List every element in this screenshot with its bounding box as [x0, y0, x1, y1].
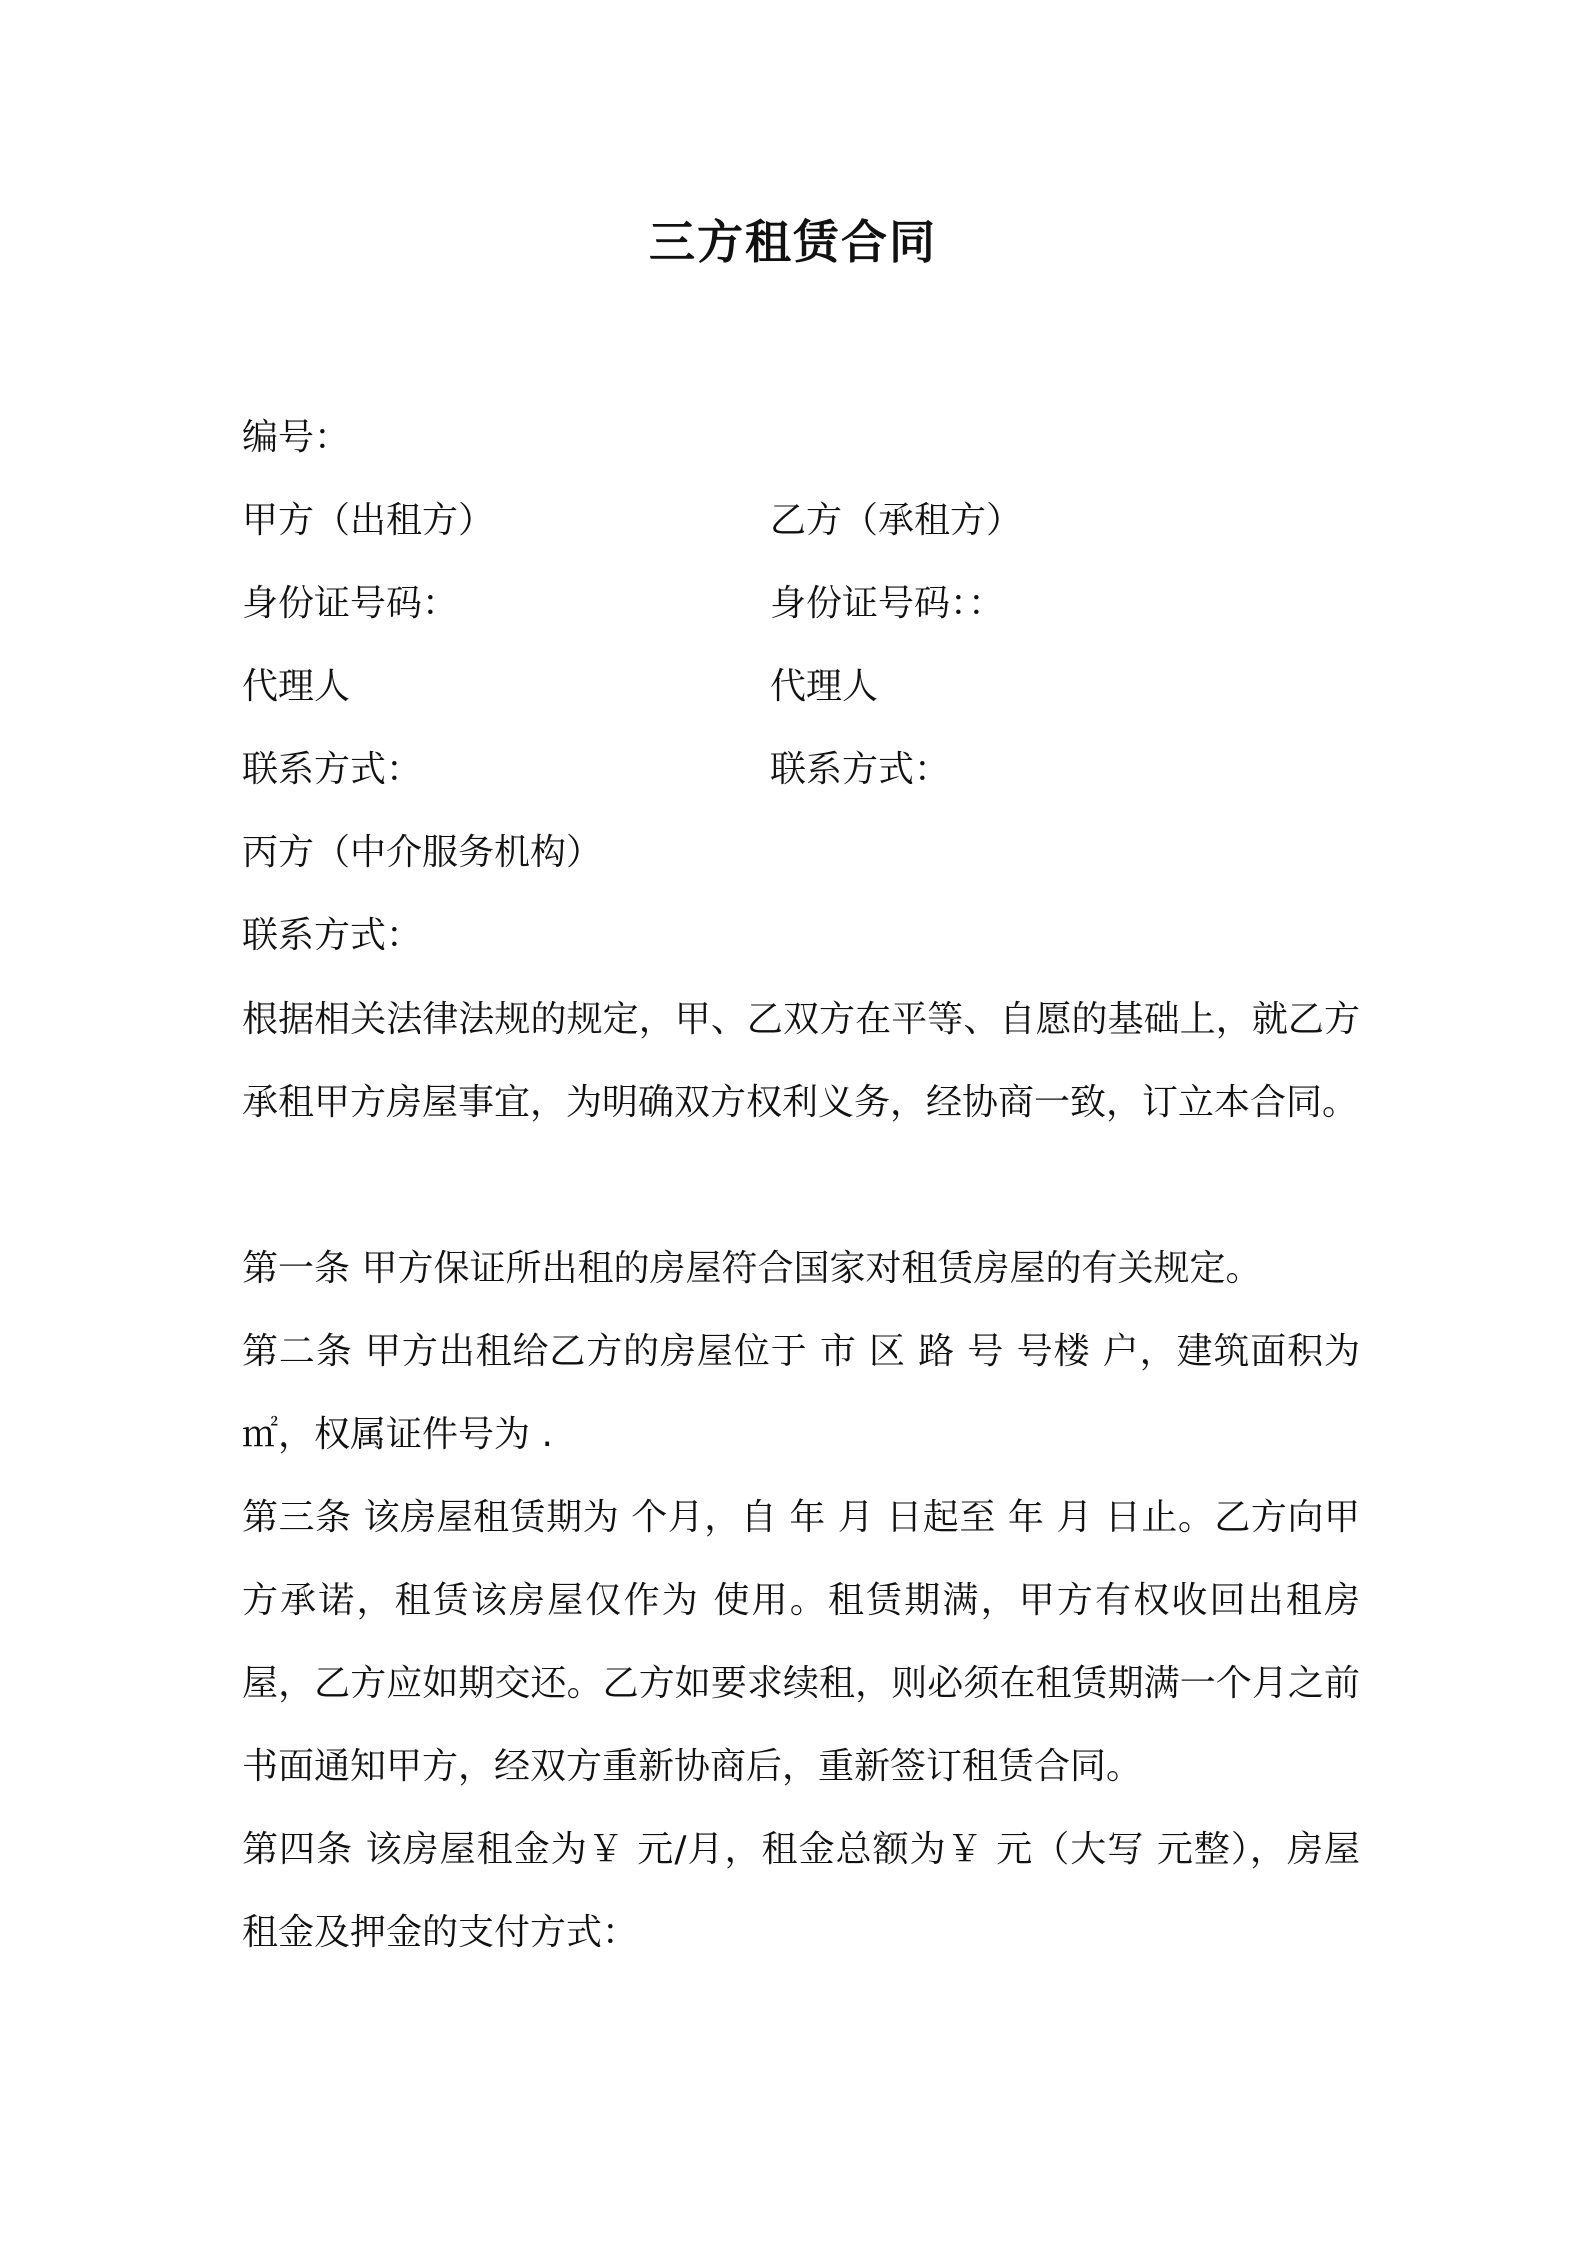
party-b-agent-label: 代理人 — [770, 666, 879, 707]
article-3: 第三条 该房屋租赁期为 个月，自 年 月 日起至 年 月 日止。乙方向甲方承诺，租赁该房屋仅作为 使用。租赁期满，甲方有权收回出租房屋，乙方应如期交还。乙方如要求续租，则必须在租赁期满一个月之前书面通知甲方，经双方重新协商后，重新签订租赁合同。 — [242, 1497, 1360, 1787]
party-b-id-label: 身份证号码：： — [770, 583, 1005, 624]
preamble-paragraph: 根据相关法律法规的规定，甲、乙双方在平等、自愿的基础上，就乙方承租甲方房屋事宜，为明确双方权利义务，经协商一致，订立本合同。 — [242, 999, 1360, 1123]
party-b-contact-label: 联系方式： — [770, 749, 951, 790]
contract-number-label: 编号： — [242, 417, 351, 458]
party-c-label: 丙方（中介服务机构） — [242, 832, 603, 873]
party-a-id-label: 身份证号码： — [242, 583, 459, 624]
article-4: 第四条 该房屋租金为￥ 元/月，租金总额为￥ 元（大写 元整），房屋租金及押金的支付方式： — [242, 1829, 1360, 1953]
party-a-agent-label: 代理人 — [242, 666, 351, 707]
document-title: 三方租赁合同 — [649, 215, 937, 269]
article-2: 第二条 甲方出租给乙方的房屋位于 市 区 路 号 号楼 户，建筑面积为 ㎡，权属证件号为 . — [242, 1331, 1360, 1455]
article-1: 第一条 甲方保证所出租的房屋符合国家对租赁房屋的有关规定。 — [242, 1248, 1262, 1289]
party-a-contact-label: 联系方式： — [242, 749, 423, 790]
party-b-label: 乙方（承租方） — [770, 500, 1023, 541]
party-a-label: 甲方（出租方） — [242, 500, 495, 541]
party-c-contact-label: 联系方式： — [242, 915, 423, 956]
